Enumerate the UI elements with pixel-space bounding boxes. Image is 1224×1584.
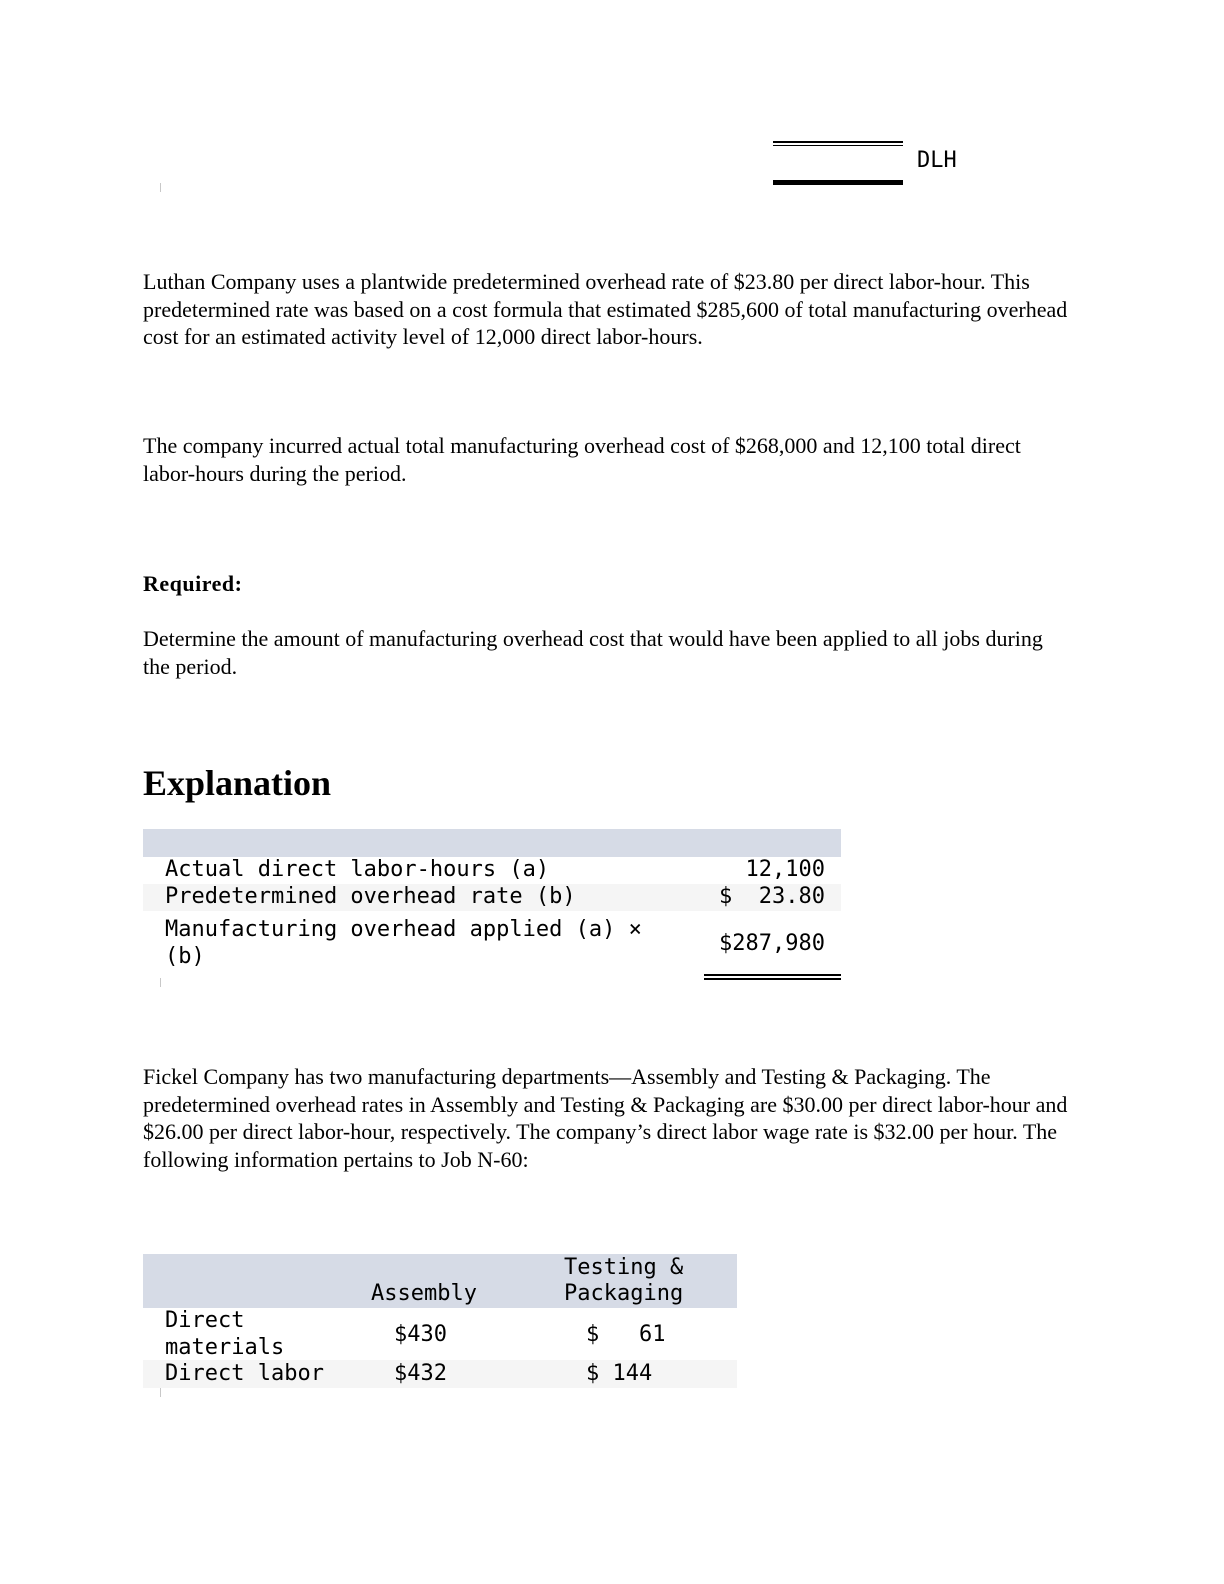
job-n60-table (143, 1254, 737, 1388)
table-row (143, 1308, 737, 1360)
row-label-line-2: materials (165, 1335, 285, 1360)
double-underline-top (773, 141, 903, 143)
column-header-testing-line-1: Testing & (564, 1255, 684, 1280)
table-row (143, 884, 841, 911)
column-header-testing-line-2: Packaging (564, 1281, 684, 1306)
assembly-value: $430 (394, 1322, 447, 1347)
table-header (143, 1254, 737, 1308)
row-value: $ 23.80 (719, 884, 825, 909)
total-double-underline-top (704, 974, 841, 976)
luthan-paragraph-1: Luthan Company uses a plantwide predetermined overhead rate of $23.80 per direct labor-hour. This predetermined rate was based on a cost formula that estimated $285,600 of total manufacturing overhead cost for an estimated activity level of 12,000 direct labor-hours. (143, 269, 1068, 349)
table-row (143, 911, 841, 979)
row-label-line-2: (b) (165, 944, 205, 969)
testing-value: $ 61 (586, 1322, 666, 1347)
row-value: 12,100 (745, 857, 825, 882)
row-label: Predetermined overhead rate (b) (165, 884, 576, 909)
table-end-marker (160, 1388, 161, 1397)
row-label-line-1: Direct (165, 1308, 245, 1333)
explanation-table (143, 829, 841, 979)
required-heading: Required: (143, 571, 243, 596)
table-header-band (143, 829, 841, 857)
assembly-value: $432 (394, 1361, 447, 1386)
explanation-heading: Explanation (143, 763, 332, 803)
row-label: Actual direct labor-hours (a) (165, 857, 550, 882)
column-header-assembly: Assembly (371, 1281, 477, 1306)
row-label-line-1: Manufacturing overhead applied (a) × (165, 917, 642, 942)
table-end-marker (160, 978, 161, 987)
unit-label-dlh: DLH (917, 148, 957, 173)
fickel-paragraph: Fickel Company has two manufacturing departments—Assembly and Testing & Packaging. The predetermined overhead rates in Assembly and Testing & Packaging are $30.00 per direct labor-hour and $26.00 per direct labor-hour, respectively. The company’s direct labor wage rate is $32.00 per hour. The following information pertains to Job N-60: (143, 1064, 1068, 1172)
thick-underline (773, 180, 903, 185)
luthan-paragraph-2: The company incurred actual total manufacturing overhead cost of $268,000 and 12,100 total direct labor-hours during the period. (143, 433, 1021, 486)
testing-value: $ 144 (586, 1361, 653, 1386)
double-underline-bottom (773, 145, 903, 146)
row-value-total: $287,980 (719, 931, 825, 956)
table-row (143, 1360, 737, 1388)
row-label: Direct labor (165, 1361, 324, 1386)
table-end-marker (160, 183, 161, 192)
table-row (143, 857, 841, 884)
total-double-underline-bottom (704, 978, 841, 980)
required-text: Determine the amount of manufacturing overhead cost that would have been applied to all jobs during the period. (143, 626, 1043, 679)
